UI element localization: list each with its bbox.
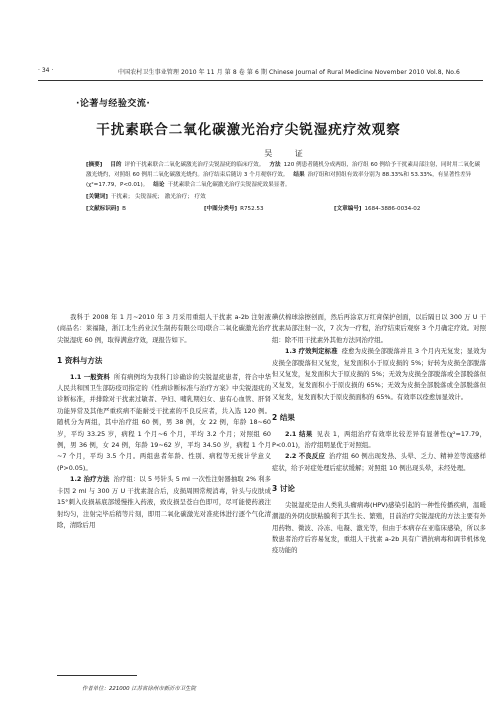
result-text: 治疗组和对照组有效率分别为 88.33%和 53.33%，有显著性差异(χ²=17.79，P<0.01)。 xyxy=(86,172,472,188)
section-heading-1: 1 资料与方法 xyxy=(57,356,103,366)
author-affiliation: 作者单位：221000 江苏省徐州市新沂市卫生院 xyxy=(82,686,196,692)
keywords-line xyxy=(86,192,484,202)
objective-text: 评价干扰素联合二氧化碳激光治疗尖锐湿疣的临床疗效。 xyxy=(124,162,265,168)
keywords-text: 干扰素； 尖锐湿疣； 激光治疗； 疗效 xyxy=(110,194,206,200)
section-1-2-label: 1.2 治疗方法 xyxy=(70,475,110,484)
conclusion-text: 干扰素联合二氧化碳激光治疗尖锐湿疣效果显著。 xyxy=(167,182,291,188)
body-column-right xyxy=(272,312,486,557)
section-2-1-text: 见表 1，两组治疗有效率比较差异有显著性(χ²=17.79，P<0.01)，治疗组明显优于对照组。 xyxy=(272,429,486,450)
section-1-3-text: 痊愈为皮损全部脱落并且 3 个月内无复发；显效为皮损全部脱落但又复发，复发面积小于原皮损的 5%；好转为皮损全部脱落但又复发，复发面积大于原皮损的 5%；无效为皮损全部脱落或全部脱落但又复发，复发面积小于原皮损的 65%；无效为皮损全部脱落或全部脱落但又复发，复发面积大于原皮损面积的 65%。有效率以痊愈加显效计。 xyxy=(272,347,486,401)
method-text: 120 例患者随机分成两组，治疗组 60 例给予干扰素局部注射，同时用二氧化碳激光烧灼，对照组 60 例用二氧化碳激光烧灼。治疗结束后随访 3 个月观察疗效。 xyxy=(86,162,481,178)
section-heading-2: 2 结果 xyxy=(272,413,295,423)
article-number xyxy=(334,204,420,214)
journal-citation: 中国农村卫生事业管理 2010 年 11 月 第 8 卷 第 6 期 Chinese Journal of Rural Medicine November 2010 Vol.8, No.6 xyxy=(118,69,460,76)
section-2-1 xyxy=(272,429,486,452)
result-label: 结果 xyxy=(293,172,305,178)
doc-code-label: [文献标识码] xyxy=(86,206,120,212)
body-column-left xyxy=(57,312,271,531)
section-1-2-text: 治疗组：以 5 号针头 5 ml 一次性注射器抽取 2% 利多卡因 2 ml 与 300 万 U 干扰素混合后，皮损周围常规消毒，针头与皮肤成 15°刺入皮损基底部缓慢推入药液，致皮损呈苍白色即可，尽可能使药液注射均匀，注射完毕后稍等片刻，即用二氧化碳激光对准疣体进行逐个气化清除，清除后用 xyxy=(57,475,271,529)
page-number: · 34 · xyxy=(38,67,54,74)
abstract-text xyxy=(86,160,484,190)
discussion-paragraph: 尖锐湿疣是由人类乳头瘤病毒(HPV)感染引起的一种性传播疾病，温暖潮湿的外阴皮肤粘膜利于其生长、繁殖，目前治疗尖锐湿疣的方法主要有外用药物、微波、冷冻、电凝、激光等，但由于本病存在亚临床感染，所以多数患者治疗后容易复发，重组人干扰素 a-2b 具有广谱抗病毒和调节机体免疫功能的 xyxy=(272,500,486,555)
section-2-2-label: 2.2 不良反应 xyxy=(285,452,326,461)
header-divider xyxy=(38,80,483,81)
clc-code xyxy=(204,204,334,214)
section-2-2-text: 治疗组 60 例出现发热、头晕、乏力、精神差等流感样症状，给予对症处理后症状缓解；对照组 10 例出现头晕，未经处理。 xyxy=(272,452,487,472)
section-1-1 xyxy=(57,372,271,475)
section-1-3-label: 1.3 疗效判定标准 xyxy=(285,347,338,356)
clc-label: [中图分类号] xyxy=(204,206,238,212)
objective-label: 目的 xyxy=(110,162,122,168)
conclusion-label: 结论 xyxy=(153,182,165,188)
abstract-block xyxy=(86,160,484,214)
article-no-label: [文章编号] xyxy=(334,206,362,212)
section-2-1-label: 2.1 结果 xyxy=(285,429,313,438)
article-no-value: 1684-3886-0034-02 xyxy=(364,206,421,212)
section-1-2 xyxy=(57,474,271,531)
section-2-2 xyxy=(272,451,486,474)
author-name: 吴 证 xyxy=(264,149,313,158)
article-title: 干扰素联合二氧化碳激光治疗尖锐湿疣疗效观察 xyxy=(96,122,401,138)
method-label: 方法 xyxy=(269,162,281,168)
section-1-1-text: 所有病例均为我科门诊确诊的尖锐湿疣患者，符合中华人民共和国卫生部防疫司指定的《性病诊断标准与治疗方案》中尖锐湿疣的诊断标准，并排除对干扰素过敏者、孕妇、哺乳期妇女、患有心血管、肝肾功能异常及其他严重疾病不能耐受干扰素的不良反应者，共入选 120 例。随机分为两组，其中治疗组 60 例，男 38 例，女 22 例，年龄 18~60 岁，平均 33.25 岁，病程 1 个月~6 个月，平均 3.2 个月；对照组 60 例，男 36 例，女 24 例，年龄 19~62 岁，平均 34.50 岁，病程 1 个月~7 个月，平均 3.5 个月。两组患者年龄、性别、病程等无统计学意义(P>0.05)。 xyxy=(57,372,272,472)
column-label: ·论著与经验交流· xyxy=(76,99,151,109)
abstract-label: [摘要] xyxy=(86,162,103,168)
footnote-divider xyxy=(57,675,137,676)
running-header xyxy=(38,64,483,78)
continued-paragraph: 碘伏棉球涂擦创面，然后再涂京万红膏保护创面，以后隔日以 300 万 U 干扰素局部注射一次，7 次为一疗程，治疗结束后观察 3 个月确定疗效。对照组：除不用干扰素外其他方法同治疗组。 xyxy=(272,313,486,344)
clc-value: R752.53 xyxy=(240,206,264,212)
classification-row xyxy=(86,204,484,214)
section-heading-3: 3 讨论 xyxy=(272,484,295,494)
intro-paragraph: 我科于 2008 年 1 月~2010 年 3 月采用重组人干扰素 a-2b 注射液(商品名：莱福隆，浙江北生药业汉生制药有限公司)联合二氧化碳激光治疗尖锐湿疣 60 例，取得满意疗效，现报告如下。 xyxy=(57,313,271,344)
doc-code-value: B xyxy=(122,206,126,212)
section-1-1-label: 1.1 一般资料 xyxy=(70,372,110,381)
doc-code xyxy=(86,204,204,214)
section-1-3 xyxy=(272,346,486,403)
keywords-label: [关键词] xyxy=(86,194,108,200)
